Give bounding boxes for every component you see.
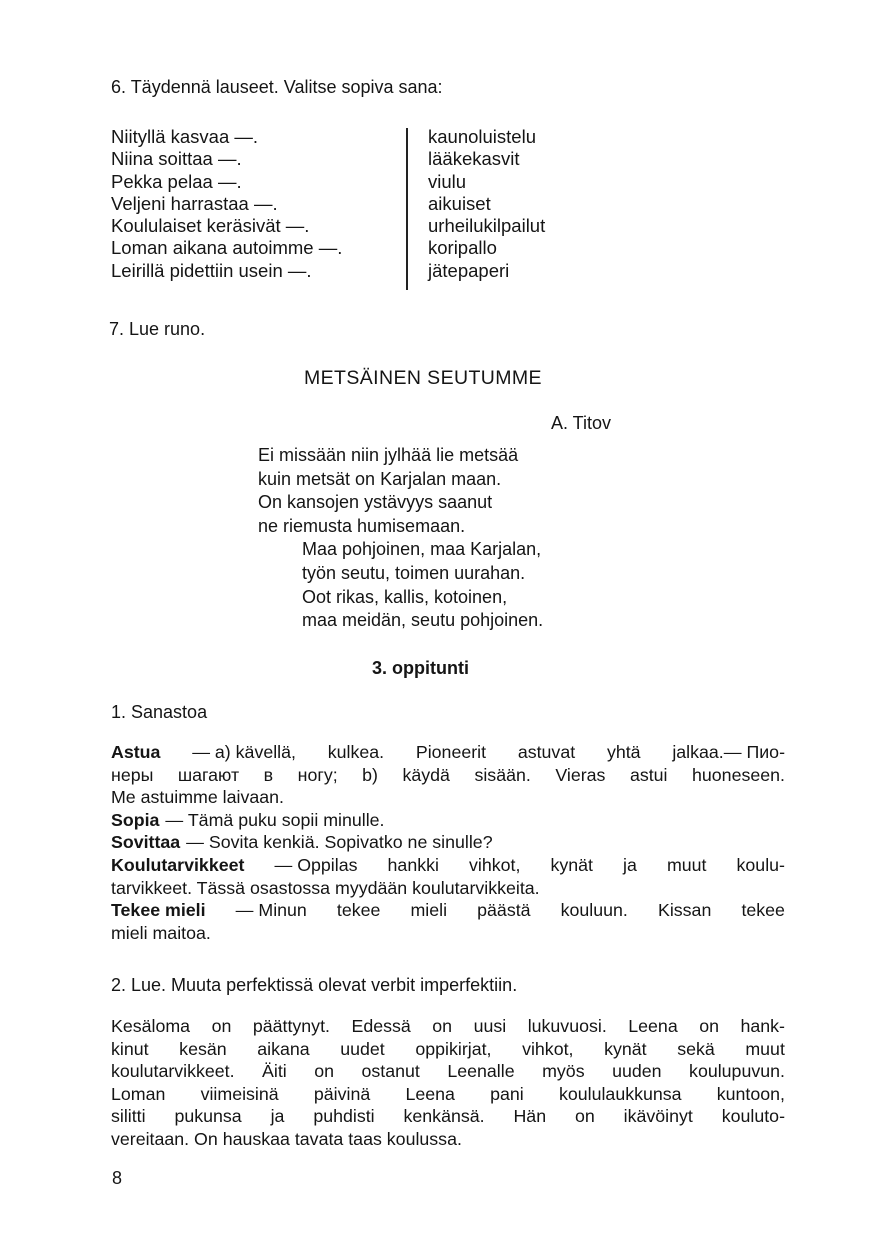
vocab-line: неры шагают в ногу; b) käydä sisään. Vieras astui huoneseen.	[111, 764, 785, 785]
word-column	[428, 126, 545, 282]
word-option: lääkekasvit	[428, 148, 520, 170]
vocab-term: Tekee mieli	[111, 900, 206, 921]
text-line: koulutarvikkeet. Äiti on ostanut Leenalle myös uuden koulupuvun.	[111, 1061, 785, 1082]
vocab-line: Sopia — Tämä puku sopii minulle.	[111, 809, 385, 830]
word-option: koripallo	[428, 237, 497, 259]
sentence: Loman aikana autoimme —.	[111, 237, 343, 259]
sentence: Veljeni harrastaa —.	[111, 192, 278, 214]
word-option: aikuiset	[428, 192, 491, 214]
vocab-list	[111, 741, 785, 944]
sentence: Leirillä pidettiin usein —.	[111, 259, 312, 281]
vocab-line: Me astuimme laivaan.	[111, 787, 284, 808]
sentence: Koululaiset keräsivät —.	[111, 215, 310, 237]
text-line: kinut kesän aikana uudet oppikirjat, vihkot, kynät sekä muut	[111, 1038, 785, 1059]
sentence: Niina soittaa —.	[111, 148, 242, 170]
poem-line: ne riemusta humisemaan.	[258, 515, 466, 536]
sentence-column	[111, 126, 342, 282]
vocab-term: Astua	[111, 742, 161, 762]
poem-line: On kansojen ystävyys saanut	[258, 492, 493, 513]
word-option: urheilukilpailut	[428, 215, 546, 237]
exercise-2-text	[111, 1015, 785, 1151]
vocab-line: Sovittaa — Sovita kenkiä. Sopivatko ne sinulle?	[111, 832, 493, 853]
vocab-term: Sopia	[111, 809, 160, 830]
poem-line: Ei missään niin jylhää lie metsää	[258, 445, 519, 465]
page-number: 8	[112, 1168, 123, 1188]
poem-line: Oot rikas, kallis, kotoinen,	[302, 586, 508, 607]
sentence: Pekka pelaa —.	[111, 170, 242, 192]
poem-line: Maa pohjoinen, maa Karjalan,	[302, 539, 542, 560]
column-divider	[406, 128, 408, 290]
text-line: Loman viimeisinä päivinä Leena pani koululaukkunsa kuntoon,	[111, 1083, 785, 1104]
vocab-term: Koulutarvikkeet	[111, 854, 245, 875]
text-line: vereitaan. On hauskaa tavata taas koulussa.	[111, 1128, 462, 1149]
text-line: Kesäloma on päättynyt. Edessä on uusi lukuvuosi. Leena on hank-	[111, 1016, 785, 1036]
poem-author: A. Titov	[551, 413, 612, 433]
lesson-title: 3. oppitunti	[372, 658, 469, 678]
text-line: silitti pukunsa ja puhdisti kenkänsä. Hän on ikävöinyt kouluto-	[111, 1106, 785, 1127]
vocab-term: Sovittaa	[111, 832, 181, 853]
poem-line: kuin metsät on Karjalan maan.	[258, 468, 502, 489]
vocab-line: Astua — a) kävellä, kulkea. Pioneerit astuvat yhtä jalkaa.— Пио-	[111, 742, 785, 762]
vocab-line: Tekee mieli — Minun tekee mieli päästä kouluun. Kissan tekee	[111, 900, 785, 921]
exercise-7-heading: 7. Lue runo.	[109, 319, 206, 339]
vocab-line: Koulutarvikkeet — Oppilas hankki vihkot, kynät ja muut koulu-	[111, 854, 785, 875]
poem-line: työn seutu, toimen uurahan.	[302, 562, 526, 583]
vocab-line: tarvikkeet. Tässä osastossa myydään koulutarvikkeita.	[111, 877, 540, 898]
exercise-6-heading: 6. Täydennä lauseet. Valitse sopiva sana:	[111, 77, 443, 97]
sentence: Niityllä kasvaa —.	[111, 126, 259, 147]
poem	[258, 444, 543, 633]
vocab-heading: 1. Sanastoa	[111, 702, 208, 722]
exercise-2-heading: 2. Lue. Muuta perfektissä olevat verbit imperfektiin.	[111, 975, 518, 995]
poem-title: METSÄINEN SEUTUMME	[304, 367, 542, 389]
poem-line: maa meidän, seutu pohjoinen.	[302, 610, 544, 631]
word-option: viulu	[428, 170, 467, 192]
word-option: kaunoluistelu	[428, 126, 536, 147]
vocab-line: mieli maitoa.	[111, 922, 211, 943]
word-option: jätepaperi	[428, 259, 510, 281]
